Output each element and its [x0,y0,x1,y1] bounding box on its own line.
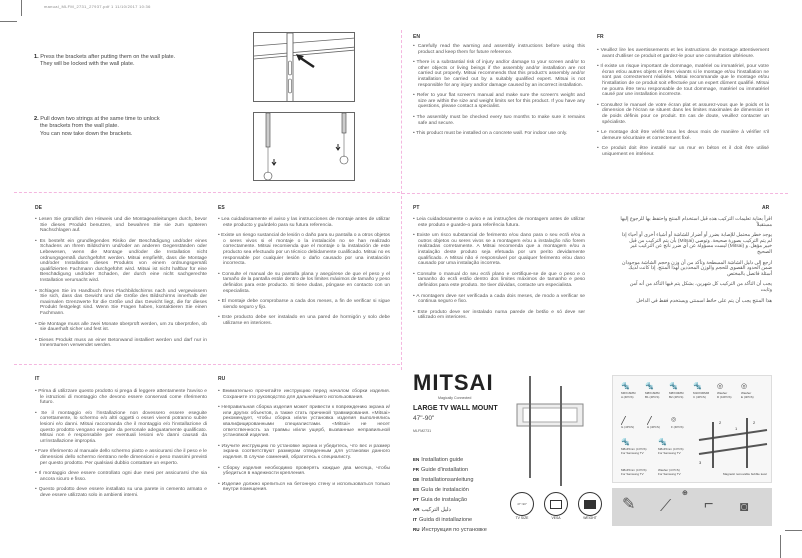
step-1: 1. Press the brackets after putting them on the wall plate. They will be locked with the wall plate. [34,54,176,68]
washer-icon: ◎ [717,383,724,390]
phillips-plus-icon: ⊕ [682,490,688,497]
wall-mount-illustration [515,376,585,486]
lang-code-ru: RU [218,376,226,382]
guide-ar: AR دليل التركيب [413,507,452,513]
screw-icon: 🔩 [669,383,678,390]
part-samsung-2: 🔩 M8x45mm (4 PCS) For Samsung TV [658,438,692,455]
crop-mark [0,21,17,22]
weight-icon [578,492,602,516]
lang-code-pt: PT [413,205,420,211]
lang-code-ar: AR [762,205,770,211]
tape-measure-icon: ◙ [740,498,749,514]
cut-line [14,192,400,193]
spec-tv-size: 47"-90" TV SIZE [510,492,537,521]
lang-code-es: ES [218,205,225,211]
lang-code-fr: FR [597,34,604,40]
guide-en: EN Installation guide [413,457,464,463]
screw-icon: 🔩 [645,383,654,390]
string-unlock-illustration [253,112,355,181]
callout-1: 1 [735,426,738,431]
washer-icon: ◎ [671,417,677,423]
file-header: manual_MLFM_2731_27937.pdf 1 11/10/2017 10:36 [44,4,151,9]
anchor-bolt-icon: ╱ [621,416,627,425]
section-es: • Lea cuidadosamente el aviso y las instrucciones de montaje antes de utilizar este producto y guárdelo para su futura referencia. • Existe un riesgo sustancial de lesión o daño para su pantalla o a otros objetos o seres vivos si el montaje o la instalación no se han realizado correctamente. Mitsai recomienda que el montaje o la instalación de este producto sea efectuado por un técnico debidamente cualificado. Mitsai no es responsable por cualquier lesión o daño causado por una instalación incorrecta. • Consulte el manual de su pantalla plana y asegúrese de que el peso y el tamaño de la pantalla están dentro de los límites máximos de tamaño y peso definidos para este producto. Si tiene dudas, póngase en contacto con un especialista. • El montaje debe comprobarse a cada dos meses, a fin de verificar si sigue siendo seguro y fijo. • Este producto debe ser instalado en una pared de hormigón y solo debe utilizarse en interiores. [218,217,390,332]
product-title: LARGE TV WALL MOUNT [413,405,498,412]
washer-icon: ◎ [741,383,748,390]
part-b2: 🔩 M8X30MM B2 (4PCS) [669,382,689,399]
product-size: 47"-90" [413,415,435,422]
part-samsung-3: M8x45mm (4 PCS) For Samsung TV [621,468,647,476]
assembly-diagram [695,418,771,468]
part-d: ◎ Washer D (10PCS) [717,382,737,399]
part-e: ◎ Washer E (4PCS) [741,382,761,399]
screw-icon: 🔩 [621,383,630,390]
crop-mark [780,535,781,558]
cut-line [14,364,400,365]
guide-list [413,455,487,535]
guide-fr: FR Guide d'installation [413,467,469,473]
guide-it: IT Guida di installazione [413,517,473,523]
lang-code-it: IT [35,376,40,382]
section-ru: • Внимательно прочитайте инструкцию перед началом сборки изделия. Сохраните это руководство для дальнейшего использования. • Неправильная сборка изделия может привести к повреждению экрана и/или других объектов, а также стать причиной травмирования. «Mitsai» рекомендует, чтобы сборка и/или установка изделия выполнялись квалифицированными специалистами. «Mitsai» не несет ответственность за травмы и/или ущерб, вызванные неправильной установкой изделия. • Изучите инструкцию по установке экрана и убедитесь, что вес и размер экрана соответствуют размерам отведенным для установки данного изделия. В случае сомнений, обратитесь к специалисту. • Сборку изделия необходимо проверять каждые два месяца, чтобы убедиться в надежности крепления. • Изделие должно крепиться на бетонную стену и использоваться только внутри помещения. [218,389,390,498]
part-g: ╱ G (4PCS) [621,416,635,429]
section-de: • Lesen Sie gründlich den Hinweis und die Montageanleitungen durch, bevor Sie dieses Produkt benutzen, und bewahren Sie sie zum späteren Nachschlagen auf. • Es besteht ein grundlegendes Risiko der Beschädigung und/oder eines Schadens an Ihrem Bildschirm und/oder an anderen Gegenständen oder Lebewesen, wenn die Montage und/oder die Installation nicht ordnungsgemäß durchgeführt werden. Mitsai empfiehlt, dass die Montage und/oder Installation dieses Produkts von einem ordnungsgemäß qualifizierten Fachmann durchgeführt wird. Mitsai ist nicht haftbar für eine Beschädigung und/oder Schaden, der durch eine nicht sachgerechte Installation verursacht wird. • Schlagen Sie im Handbuch Ihres Flachbildschirms nach und vergewissern Sie sich, dass das Gewicht und die Größe des Bildschirms innerhalb der maximalen Grenzwerte für die Größe und das Gewicht liegt, die für dieses Produkt festgelegt sind. Wenn Sie Fragen haben, kontaktieren Sie einen Fachmann. • Die Montage muss alle zwei Monate überprüft werden, um zu überprüfen, ob sie dauerhaft sicher und fest ist. • Dieses Produkt muss an einer Betonwand installiert werden und darf nur in Innenräumen verwendet werden. [35,217,207,354]
part-samsung-4: Washer (4 PCS) For Samsung TV [658,468,681,476]
parts-list [612,375,772,483]
step-2: 2. Pull down two strings at the same time to unlock the brackets from the wall plate. You can now take down the brackets. [34,116,160,137]
screw-row [621,382,761,399]
crop-mark [785,530,802,531]
crop-mark [21,0,22,16]
section-it: • Prima di utilizzare questo prodotto si prega di leggere attentamente l'avviso e le istruzioni di montaggio che devono essere conservati come riferimento futuro. • Se il montaggio e/o l'installazione non dovessero essere eseguite correttamente, lo schermo e/o altri oggetti o esseri viventi potranno subire lesioni e/o danni. Mitsai raccomanda che il montaggio e/o l'installazione di questo prodotto vengano eseguite da personale adeguatamente qualificato. Mitsai non è responsabile per eventuali lesioni e/o danni causati da un'installazione impropria. • Fare riferimento al manuale dello schermo piatto e assicurarsi che il peso e le dimensioni dello schermo rientrano nelle dimensioni e peso massimi previsti per questo prodotto. Per qualsiasi dubbio contattare un esperto. • Il montaggio deve essere controllato ogni due mesi per assicurarsi che sia ancora sicuro e fisso. • Questo prodotto deve essere installato su una parete in cemento armato e deve essere utilizzato solo in ambienti interni. [35,389,207,504]
bracket-lock-illustration [253,32,355,102]
lang-code-en: EN [413,34,420,40]
section-fr: • Veuillez lire les avertissements et les instructions de montage attentivement avant d'utiliser ce produit et gardez-le pour une consultation ultérieure. • Il existe un risque important de dommage, matériel ou immatériel, pour votre écran et/ou autres objets et êtres vivants si le montage et/ou l'installation ne sont pas correctement réalisés. Mitsai recommande que le montage et/ou l'installation de ce produit soit effectuée par un expert dûment qualifié. Mitsai ne pourra être tenu responsable de tout dommage, matériel ou immatériel causé par une installation incorrecte. • Consultez le manuel de votre écran plat et assurez-vous que le poids et la dimension de l'écran se situent dans les limites maximales de dimension et de poids définis pour ce produit. En cas de doute, veuillez contacter un spécialiste. • Le montage doit être vérifié tous les deux mois de manière à vérifier s'il demeure sécuritaire et correctement fixé. • Ce produit doit être installé sur un mur en béton et il doit être utilisé uniquement en intérieur. [597,48,769,163]
callout-3: 3 [699,460,702,465]
anchor-icon: ╱ [647,416,653,425]
part-h: ╱ H (4PCS) [647,416,660,429]
cut-line [401,30,402,370]
callout-2b: 2 [753,420,756,425]
guide-de: DE Installationsanleitung [413,477,474,483]
drill-icon: ⌐ [704,496,714,513]
screwdriver-icon: ⟋ [660,498,672,515]
guide-ru: RU Инструкция по установке [413,527,487,533]
tv-size-icon: 47"-90" [510,492,534,516]
marker-pencil-icon: ✎ [622,496,636,513]
screw-icon: 🔩 [658,439,667,446]
section-ar: اقرأ بعناية تعليمات التركيب هذه قبل استخدام المنتج واحتفظ بها للرجوع إليها مستقبلاً يوجد خطر محتمل للإصابة بضرر أو أضرار للشاشة أو أشياء أخرى أو أحياء إذا لم يتم التركيب بصورة صحيحة. وتوصي (Mitsai) بأن يتم التركيب من قبل خبير مؤهل. و (Mitsai) ليست مسؤولة عن أي ضرر ناتج عن التركيب غير الصحيح ارجع إلى دليل الشاشة المسطحة وتأكد من أن وزن وحجم الشاشة موجودان ضمن الحدود القصوى للحجم والوزن المحددين لهذا المنتج. إذا كانت لديك أسئلة فاتصل بالمختص يجب أن التأكد من التركيب كل شهرين، بشكل يتم فيها التأكد من أنه آمن وثابت هذا المنتج يجب أن يتم على حائط اسمنتي ويستخدم فقط في الداخل [620,217,772,304]
brand-logo: MITSAI [413,370,494,395]
spec-weight: WEIGHT [578,492,605,521]
part-f: ◎ F (4PCS) [671,417,684,429]
cut-line [402,193,788,194]
guide-pt: PT Guia de instalação [413,497,468,503]
lang-code-de: DE [35,205,42,211]
guide-es: ES Guía de instalación [413,487,469,493]
spec-vesa: VESA [544,492,571,521]
brand-tagline: Magically Connected [438,396,472,400]
part-a: 🔩 M6X16MM A (4PCS) [621,382,641,399]
section-en: • Carefully read the warning and assembly instructions before using this product and keep them for future reference. • There is a substantial risk of injury and/or damage to your screen and/or to other objects or living beings if the assembly and/or installation are not carried out properly. Mitsai recommends that this product's assembly and/or installation be carried out by a suitably qualified expert. Mitsai is not responsible for any injury and/or damage caused by an incorrect installation. • Refer to your flat screen's manual and make sure the screen's weight and size are within the size and weight limits set for this product. If you have any questions, please contact a specialist. • The assembly must be checked every two months to make sure it remains safe and secure. • This product must be installed on a concrete wall. For indoor use only. [413,44,585,142]
part-samsung-1: 🔩 M8x45mm (4 PCS) For Samsung TV [621,438,655,455]
section-pt: • Leia cuidadosamente o aviso e as instruções de montagem antes de utilizar este produto e guarde-o para referência futura. • Existe um risco substancial de ferimento e/ou dano para o seu ecrã e/ou a outros objetos ou seres vivos se a montagem e/ou a instalação não forem realizadas corretamente. A Mitsai recomenda que a montagem e/ou a instalação deste produto seja efetuada por um perito devidamente qualificado. A Mitsai não é responsável por qualquer ferimento e/ou dano causado por uma instalação incorreta. • Consulte o manual do seu ecrã plano e certifique-se de que o peso e o tamanho do ecrã estão dentro dos limites máximos de tamanho e peso definidos para este produto. Se tiver dúvidas, contacte um especialista. • A montagem deve ser verificada a cada dois meses, de modo a verificar se continua seguro e fixo. • Este produto deve ser instalado numa parede de betão e só deve ser utilizado em interiores. [413,217,585,326]
callout-2: 2 [719,420,722,425]
bubble-level-label: Magnetic removable bubble level [723,472,767,476]
tools-required [612,488,772,526]
part-c: 🔩 M10X30MM C (4PCS) [693,382,713,399]
vesa-icon [544,492,568,516]
part-b1: 🔩 M8X16MM B1 (4PCS) [645,382,665,399]
screw-icon: 🔩 [693,383,702,390]
screw-icon: 🔩 [621,439,630,446]
model-number: MLFM2731 [413,429,432,433]
